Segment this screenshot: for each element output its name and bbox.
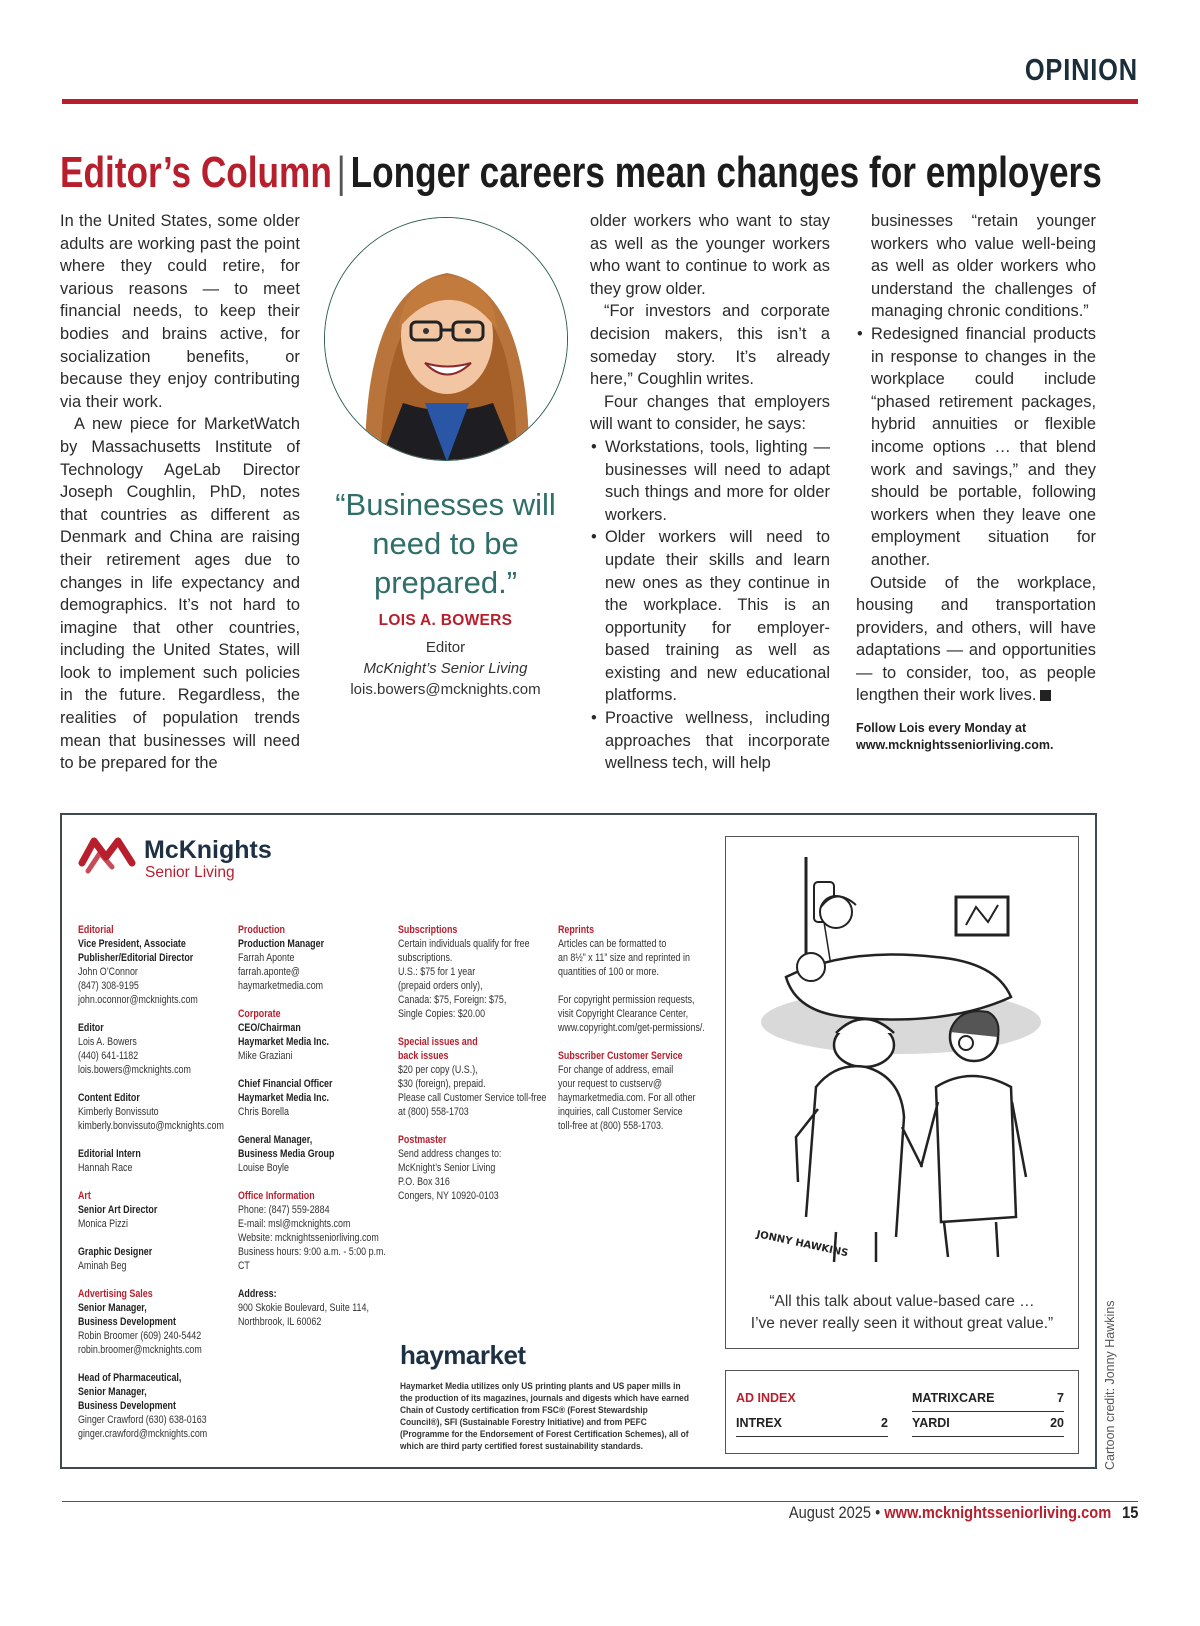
list-item: • Proactive wellness, including approaches that incorporate wellness tech, will help — [590, 707, 830, 775]
masthead-section-heading: Special issues and — [398, 1036, 478, 1048]
masthead-title: Senior Art Director — [78, 1204, 158, 1216]
masthead-detail: robin.broomer@mcknights.com — [78, 1344, 202, 1356]
masthead-title: Head of Pharmaceutical, — [78, 1372, 182, 1384]
masthead-detail: Farrah Aponte — [238, 952, 295, 964]
cartoon-drawing — [726, 837, 1077, 1277]
masthead-detail: www.copyright.com/get-permissions/. — [558, 1022, 705, 1034]
publication-name: McKnight’s Senior Living — [363, 660, 528, 677]
masthead-detail: kimberly.bonvissuto@mcknights.com — [78, 1120, 224, 1132]
list-item: • Older workers will need to update their skills and learn new ones as they continue in the workplace. This is an opportunity for employer-based training as well as existing and new educational platforms. — [590, 526, 830, 707]
masthead-detail: toll-free at (800) 558-1703. — [558, 1120, 664, 1132]
cartoonist-signature: JONNY HAWKINS — [755, 1229, 850, 1260]
spacer — [558, 1035, 718, 1049]
spacer — [238, 1063, 398, 1077]
masthead-detail: Lois A. Bowers — [78, 1036, 137, 1048]
masthead-detail: Website: mcknightsseniorliving.com — [238, 1232, 379, 1244]
article-column-1 — [60, 210, 300, 775]
ad-index — [725, 1370, 1079, 1454]
footer-url[interactable]: www.mcknightsseniorliving.com — [883, 1503, 1111, 1522]
masthead-title: Business Development — [78, 1400, 176, 1412]
masthead-detail: Certain individuals qualify for free — [398, 938, 530, 950]
advertiser-name: INTREX — [736, 1416, 782, 1430]
list-item: • Workstations, tools, lighting — businesses will need to adapt such things and more for older workers. — [590, 436, 830, 526]
ad-index-heading-row — [736, 1387, 888, 1412]
masthead-detail: Louise Boyle — [238, 1162, 289, 1174]
page-footer — [788, 1503, 1138, 1523]
advertiser-name: YARDI — [912, 1416, 950, 1430]
masthead-section-heading: Corporate — [238, 1008, 281, 1020]
masthead-detail: Please call Customer Service toll-free — [398, 1092, 547, 1104]
masthead-section-heading: Advertising Sales — [78, 1288, 153, 1300]
masthead-title: General Manager, — [238, 1134, 313, 1146]
headline — [60, 148, 1102, 198]
masthead-detail: ginger.crawford@mcknights.com — [78, 1428, 208, 1440]
masthead-detail: (440) 641-1182 — [78, 1050, 139, 1062]
masthead-title: Address: — [238, 1288, 277, 1300]
caption-line: I’ve never really seen it without great value.” — [750, 1315, 1054, 1332]
masthead-detail: Articles can be formatted to — [558, 938, 667, 950]
author-portrait — [324, 217, 568, 461]
spacer — [238, 993, 398, 1007]
cartoon-credit: Cartoon credit: Jonny Hawkins — [1103, 1300, 1117, 1470]
masthead-detail: For change of address, email — [558, 1064, 674, 1076]
masthead-detail: quantities of 100 or more. — [558, 966, 659, 978]
spacer — [398, 1021, 558, 1035]
footer-separator: • — [874, 1503, 880, 1522]
masthead-title: Haymarket Media Inc. — [238, 1036, 330, 1048]
advertiser-page: 20 — [1050, 1416, 1064, 1430]
masthead-detail: farrah.aponte@ — [238, 966, 300, 978]
masthead-detail: Northbrook, IL 60062 — [238, 1316, 322, 1328]
masthead-column-production — [238, 923, 398, 1329]
masthead-title: Graphic Designer — [78, 1246, 153, 1258]
paragraph: In the United States, some older adults are working past the point where they could retire, for various reasons — to meet financial needs, to keep their bodies and brains active, for socialization benefits, or because they enjoy contributing via their work. — [60, 212, 300, 411]
paragraph: “For investors and corporate decision makers, this isn’t a someday story. It’s already here,” Coughlin writes. — [590, 302, 830, 389]
masthead-section-heading: Production — [238, 924, 285, 936]
masthead-title: Editor — [78, 1022, 104, 1034]
masthead-section-heading: Reprints — [558, 924, 595, 936]
masthead-title: Vice President, Associate Publisher/Editorial Director — [78, 938, 194, 964]
ad-index-row — [912, 1387, 1064, 1412]
cartoon — [725, 836, 1079, 1349]
masthead-section-heading: Art — [78, 1190, 91, 1202]
masthead-detail: Business hours: 9:00 a.m. - 5:00 p.m. CT — [238, 1246, 386, 1272]
masthead-title: Editorial Intern — [78, 1148, 141, 1160]
masthead-column-editorial — [78, 923, 238, 1441]
masthead-section-heading: back issues — [398, 1050, 449, 1062]
top-rule — [62, 99, 1138, 104]
sustainability-note: Haymarket Media utilizes only US printing plants and US paper mills in the production of its magazines, journals and digests which have earned Chain of Custody certification from FSC® (Forest Stewardship Council®), SFI (Sustainable Forestry Initiative) and from PEFC (Programme for the Endorsement of Forest Certification Schemes), all of which are third party certified forest sustainability standards. — [400, 1381, 689, 1452]
advertiser-page: 2 — [881, 1416, 888, 1430]
masthead-detail: McKnight’s Senior Living — [398, 1162, 496, 1174]
paragraph: A new piece for MarketWatch by Massachusetts Institute of Technology AgeLab Director Joseph Coughlin, PhD, notes that countries as different as Denmark and China are raising their retirement ages due to changes in life expectancy and demographics. It’s not hard to imagine that other countries, including the United States, will look to implement such policies in the future. Regardless, the realities of population trends mean that businesses will need to be prepared for the — [60, 415, 300, 773]
follow-url[interactable]: www.mcknightsseniorliving.com. — [856, 738, 1054, 752]
masthead-detail: haymarketmedia.com. For all other — [558, 1092, 696, 1104]
article-column-3 — [590, 210, 830, 775]
paragraph — [856, 572, 1096, 708]
cartoon-caption — [734, 1291, 1070, 1335]
masthead-detail: John O’Connor — [78, 966, 138, 978]
article-column-4 — [856, 210, 1096, 707]
bottom-rule — [62, 1501, 1138, 1502]
masthead-detail: Congers, NY 10920-0103 — [398, 1190, 499, 1202]
ad-index-right — [912, 1387, 1064, 1437]
list-item: • Redesigned financial products in response to changes in the workplace could include “phased retirement packages, hybrid annuities or flexible income options … that blend work and savings,” and they should be portable, following workers when they leave one employment situation for another. — [856, 323, 1096, 572]
masthead-detail: an 8½” x 11” size and reprinted in — [558, 952, 690, 964]
author-email: lois.bowers@mcknights.com — [350, 681, 541, 698]
masthead-box — [60, 813, 1097, 1469]
masthead-detail: Ginger Crawford (630) 638-0163 — [78, 1414, 207, 1426]
masthead-detail: P.O. Box 316 — [398, 1176, 450, 1188]
spacer — [78, 1007, 238, 1021]
masthead-detail: john.oconnor@mcknights.com — [78, 994, 198, 1006]
masthead-detail: Phone: (847) 559-2884 — [238, 1204, 330, 1216]
follow-line: Follow Lois every Monday at — [856, 721, 1027, 735]
masthead-detail: Chris Borella — [238, 1106, 289, 1118]
masthead-detail: $20 per copy (U.S.), — [398, 1064, 478, 1076]
ad-index-row — [912, 1412, 1064, 1437]
masthead-detail: Robin Broomer (609) 240-5442 — [78, 1330, 202, 1342]
spacer — [238, 1175, 398, 1189]
logo-name: McKnights — [144, 836, 272, 864]
advertiser-name: MATRIXCARE — [912, 1391, 995, 1405]
masthead-title: Senior Manager, — [78, 1386, 147, 1398]
masthead-detail: your request to custserv@ — [558, 1078, 663, 1090]
spacer — [238, 1273, 398, 1287]
ad-index-heading: AD INDEX — [736, 1391, 796, 1405]
masthead-detail: inquiries, call Customer Service — [558, 1106, 683, 1118]
caption-line: “All this talk about value-based care … — [769, 1293, 1035, 1310]
masthead-section-heading: Editorial — [78, 924, 114, 936]
masthead-title: Chief Financial Officer — [238, 1078, 333, 1090]
spacer — [558, 979, 718, 993]
mcknights-logo-icon — [78, 833, 138, 877]
masthead-detail: U.S.: $75 for 1 year — [398, 966, 476, 978]
column-kicker: Editor’s Column — [60, 148, 332, 197]
masthead-section-heading: Subscriber Customer Service — [558, 1050, 683, 1062]
spacer — [78, 1133, 238, 1147]
ad-index-left — [736, 1387, 888, 1437]
issue-date: August 2025 — [788, 1503, 871, 1522]
masthead-detail: $30 (foreign), prepaid. — [398, 1078, 486, 1090]
changes-list-cont — [856, 323, 1096, 572]
spacer — [78, 1175, 238, 1189]
headline-title: Longer careers mean changes for employers — [350, 148, 1102, 197]
advertiser-page: 7 — [1057, 1391, 1064, 1405]
paragraph: older workers who want to stay as well as the younger workers who want to continue to work as they grow older. — [590, 212, 830, 298]
paragraph: Four changes that employers will want to consider, he says: — [590, 392, 830, 434]
changes-list — [590, 436, 830, 775]
end-mark-icon — [1040, 690, 1051, 701]
masthead-title: Senior Manager, — [78, 1302, 147, 1314]
paragraph: businesses “retain younger workers who value well-being as well as older workers who understand the challenges of managing chronic conditions.” — [871, 212, 1096, 321]
masthead-detail: Send address changes to: — [398, 1148, 502, 1160]
masthead-detail: Kimberly Bonvissuto — [78, 1106, 159, 1118]
masthead-detail: at (800) 558-1703 — [398, 1106, 469, 1118]
mcknights-logo — [78, 833, 378, 883]
follow-note — [856, 720, 1116, 754]
ad-index-row — [736, 1412, 888, 1437]
logo-subtitle: Senior Living — [145, 864, 235, 881]
masthead-detail: Hannah Race — [78, 1162, 133, 1174]
headline-separator: | — [336, 148, 346, 197]
spacer — [78, 1357, 238, 1371]
spacer — [78, 1273, 238, 1287]
masthead-detail: (847) 308-9195 — [78, 980, 139, 992]
masthead-detail: haymarketmedia.com — [238, 980, 324, 992]
spacer — [78, 1231, 238, 1245]
masthead-detail: subscriptions. — [398, 952, 453, 964]
masthead-detail: Single Copies: $20.00 — [398, 1008, 486, 1020]
masthead-detail: Mike Graziani — [238, 1050, 293, 1062]
author-name: LOIS A. BOWERS — [378, 612, 513, 629]
masthead-detail: (prepaid orders only), — [398, 980, 483, 992]
masthead-section-heading: Subscriptions — [398, 924, 458, 936]
masthead-detail: For copyright permission requests, — [558, 994, 695, 1006]
masthead-detail: Aminah Beg — [78, 1260, 127, 1272]
masthead-column-reprints — [558, 923, 718, 1133]
masthead-section-heading: Office Information — [238, 1190, 315, 1202]
masthead-detail: lois.bowers@mcknights.com — [78, 1064, 191, 1076]
masthead-detail: Canada: $75, Foreign: $75, — [398, 994, 507, 1006]
spacer — [78, 1077, 238, 1091]
masthead-title: Haymarket Media Inc. — [238, 1092, 330, 1104]
haymarket-logo: haymarket — [400, 1340, 526, 1370]
page-number: 15 — [1121, 1503, 1138, 1522]
masthead-title: Content Editor — [78, 1092, 140, 1104]
masthead-title: Business Development — [78, 1316, 176, 1328]
spacer — [398, 1119, 558, 1133]
masthead-detail: Monica Pizzi — [78, 1218, 128, 1230]
final-paragraph-text: Outside of the workplace, housing and transportation providers, and others, will have adaptations — and opportunities — to consider, too, as people lengthen their work lives. — [856, 573, 1096, 705]
masthead-title: Business Media Group — [238, 1148, 335, 1160]
pull-quote — [318, 485, 573, 698]
masthead-title: Production Manager — [238, 938, 325, 950]
section-label: OPINION — [1024, 52, 1138, 87]
masthead-detail: 900 Skokie Boulevard, Suite 114, — [238, 1302, 369, 1314]
masthead-detail: visit Copyright Clearance Center, — [558, 1008, 689, 1020]
pull-quote-text: “Businesses will need to be prepared.” — [335, 487, 556, 600]
spacer — [238, 1119, 398, 1133]
masthead-detail: E-mail: msl@mcknights.com — [238, 1218, 351, 1230]
masthead-column-subscriptions — [398, 923, 558, 1203]
masthead-title: CEO/Chairman — [238, 1022, 301, 1034]
masthead-section-heading: Postmaster — [398, 1134, 447, 1146]
author-role: Editor — [425, 639, 466, 656]
